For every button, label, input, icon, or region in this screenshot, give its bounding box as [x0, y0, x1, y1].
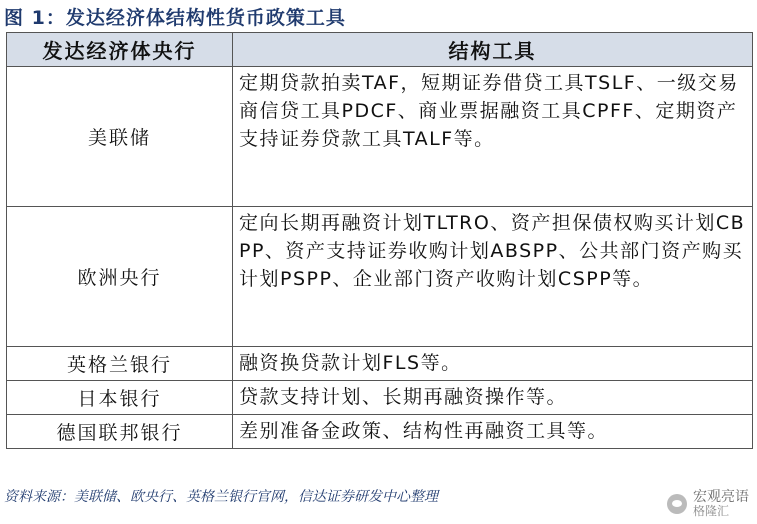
tools-cell: 贷款支持计划、长期再融资操作等。 — [233, 381, 753, 415]
bank-cell: 英格兰银行 — [7, 347, 233, 381]
figure-title: 图 1：发达经济体结构性货币政策工具 — [4, 6, 346, 29]
watermark-sub: 格隆汇 — [693, 504, 730, 518]
watermark-name: 宏观亮语 — [693, 489, 749, 505]
tools-cell: 差别准备金政策、结构性再融资工具等。 — [233, 415, 753, 449]
table-row — [7, 67, 753, 207]
wechat-icon — [667, 494, 687, 514]
tools-cell: 定期贷款拍卖TAF，短期证券借贷工具TSLF、一级交易商信贷工具PDCF、商业票据融资工具CPFF、定期资产支持证券贷款工具TALF等。 — [233, 67, 753, 207]
table-row — [7, 415, 753, 449]
source-note: 资料来源：美联储、欧央行、英格兰银行官网，信达证券研发中心整理 — [4, 489, 438, 505]
table-row — [7, 347, 753, 381]
header-bank: 发达经济体央行 — [7, 33, 233, 67]
bank-cell: 德国联邦银行 — [7, 415, 233, 449]
watermark — [667, 490, 749, 518]
policy-tools-table — [6, 32, 753, 449]
watermark-text — [693, 490, 749, 518]
bank-cell: 欧洲央行 — [7, 207, 233, 347]
bank-cell: 日本银行 — [7, 381, 233, 415]
header-tools: 结构工具 — [233, 33, 753, 67]
tools-cell: 融资换贷款计划FLS等。 — [233, 347, 753, 381]
bank-cell: 美联储 — [7, 67, 233, 207]
table-header-row — [7, 33, 753, 67]
table-row — [7, 381, 753, 415]
policy-tools-table-container — [6, 32, 752, 449]
table-row — [7, 207, 753, 347]
tools-cell: 定向长期再融资计划TLTRO、资产担保债权购买计划CBPP、资产支持证券收购计划ABSPP、公共部门资产购买计划PSPP、企业部门资产收购计划CSPP等。 — [233, 207, 753, 347]
